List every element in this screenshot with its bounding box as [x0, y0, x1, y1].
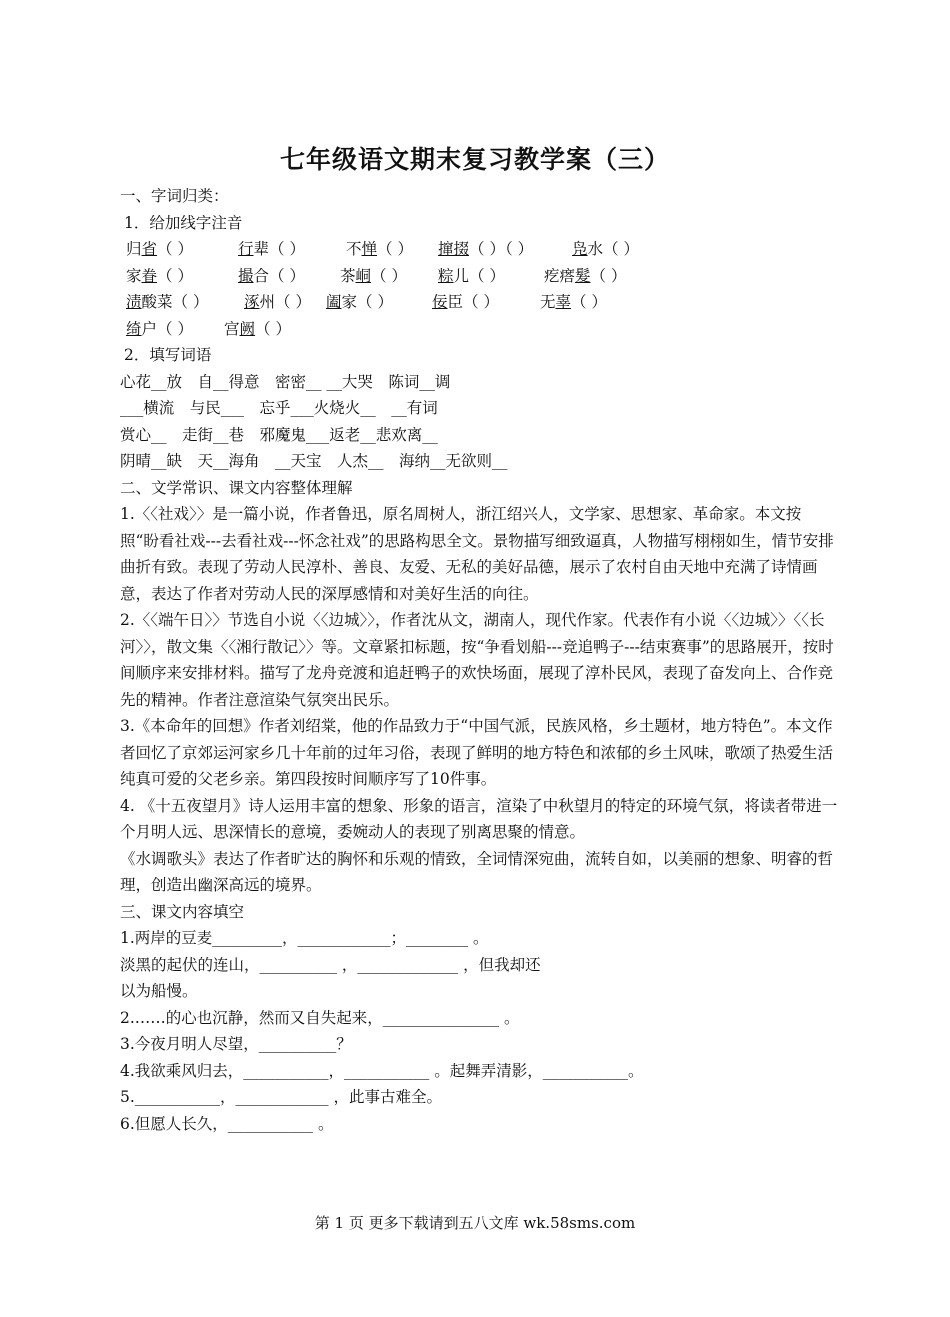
pinyin-item: 涿州（ ）: [244, 293, 311, 311]
fill-words-row: ___横流 与民___ 忘乎___火烧火__ __有词: [120, 399, 438, 417]
paragraph-shiwuye: 4. 《十五夜望月》诗人运用丰富的想象、形象的语言，渲染了中秋望月的特定的环境气氛，将读者带进一个月明人远、思深情长的意境，委婉动人的表现了别离思聚的情意。: [120, 796, 838, 841]
pinyin-row-3: [120, 289, 840, 316]
pinyin-item: 凫水（ ）: [572, 240, 639, 258]
pinyin-item: 茶峒（ ）: [340, 266, 407, 285]
fill-blank-line: 3.今夜月明人尽望，__________？: [120, 1035, 352, 1053]
pinyin-row-4: [120, 316, 840, 343]
section-2-heading: 二、文学常识、课文内容整体理解: [120, 478, 353, 497]
pinyin-item: 疙瘩髮（ ）: [544, 266, 627, 285]
pinyin-item: 撮合（ ）: [238, 266, 305, 285]
paragraph-shexi: 1.〈〈社戏〉〉是一篇小说，作者鲁迅，原名周树人，浙江绍兴人，文学家、思想家、革命家。本文按照“盼看社戏---去看社戏---怀念社戏”的思路构思全文。景物描写细致逼真，人物描写栩栩如生，情节安排曲折有致。表现了劳动人民淳朴、善良、友爱、无私的美好品德，展示了农村自由天地中充满了诗情画意，表达了作者对劳动人民的深厚感情和对美好生活的向往。: [120, 505, 834, 603]
fill-words-row: 赏心__ 走街__巷 邪魔鬼___返老__悲欢离__: [120, 425, 438, 444]
pinyin-item: 阖家（ ）: [326, 293, 393, 311]
pinyin-item: 行辈（ ）: [238, 240, 305, 258]
pinyin-item: 不惮（ ）: [346, 240, 413, 258]
fill-words-row: 阴晴__缺 天__海角 __天宝 人杰__ 海纳__无欲则__: [120, 452, 508, 470]
pinyin-item: 粽儿（ ）: [438, 266, 505, 285]
fill-blank-line: 2.……的心也沉静，然而又自失起来，_______________ 。: [120, 1008, 520, 1027]
pinyin-item: 宫阙（ ）: [224, 319, 291, 338]
paragraph-benmingnian: 3.《本命年的回想》作者刘绍棠，他的作品致力于“中国气派，民族风格，乡土题材，地方特色”。本文作者回忆了京郊运河家乡几十年前的过年习俗，表现了鲜明的地方特色和浓郁的乡土风味，歌颂了热爱生活纯真可爱的父老乡亲。第四段按时间顺序写了10件事。: [120, 717, 834, 788]
fill-words-row: 心花__放 自__得意 密密__ __大哭 陈词__调: [120, 372, 451, 391]
pinyin-item: 渍酸菜（ ）: [126, 293, 209, 311]
page-footer: 第 1 页 更多下载请到五八文库 wk.58sms.com: [314, 1214, 636, 1232]
section-3-heading: 三、课文内容填空: [120, 902, 245, 921]
pinyin-item: 撺掇（ ）（ ）: [438, 240, 534, 258]
fill-blank-line: 5.___________，____________ ，此事古难全。: [120, 1088, 442, 1106]
pinyin-item: 无辜（ ）: [540, 293, 607, 311]
paragraph-duanwuri: 2.〈〈端午日〉〉节选自小说〈〈边城〉〉，作者沈从文，湖南人，现代作家。代表作有小说〈〈边城〉〉〈〈长河〉〉，散文集〈〈湘行散记〉〉等。文章紧扣标题，按“争看划船---竞追鸭子---结束赛事”的思路展开，按时间顺序来安排材料。描写了龙舟竞渡和追赶鸭子的欢快场面，展现了淳朴民风，表现了奋发向上、合作竞先的精神。作者注意渲染气氛突出民乐。: [120, 611, 834, 709]
q2-instruction: 2．填写词语: [124, 346, 212, 364]
pinyin-row-2: [120, 263, 840, 290]
fill-blank-line: 6.但愿人长久，___________ 。: [120, 1114, 334, 1133]
pinyin-item: 佞臣（ ）: [432, 293, 499, 311]
q1-instruction: 1．给加线字注音: [124, 213, 243, 232]
document-body: [120, 183, 840, 1137]
paragraph-shuidiaogetou: 《水调歌头》表达了作者旷达的胸怀和乐观的情致，全词情深宛曲，流转自如，以美丽的想象、明睿的哲理，创造出幽深高远的境界。: [120, 849, 834, 894]
fill-blank-line: 淡黑的起伏的连山，__________ ，_____________ ，但我却还: [120, 955, 541, 974]
fill-blank-line: 1.两岸的豆麦_________，____________；________ 。: [120, 929, 489, 947]
page-title: 七年级语文期末复习教学案（三）: [279, 145, 670, 174]
fill-blank-line: 以为船慢。: [120, 982, 198, 1000]
fill-blank-line: 4.我欲乘风归去，___________，___________ 。起舞弄清影，___________。: [120, 1061, 644, 1080]
pinyin-row-1: [120, 236, 840, 263]
pinyin-item: 归省（ ）: [126, 240, 193, 258]
pinyin-item: 绮户（ ）: [126, 319, 193, 338]
pinyin-item: 家眷（ ）: [126, 266, 193, 285]
section-1-heading: 一、字词归类：: [120, 187, 229, 205]
